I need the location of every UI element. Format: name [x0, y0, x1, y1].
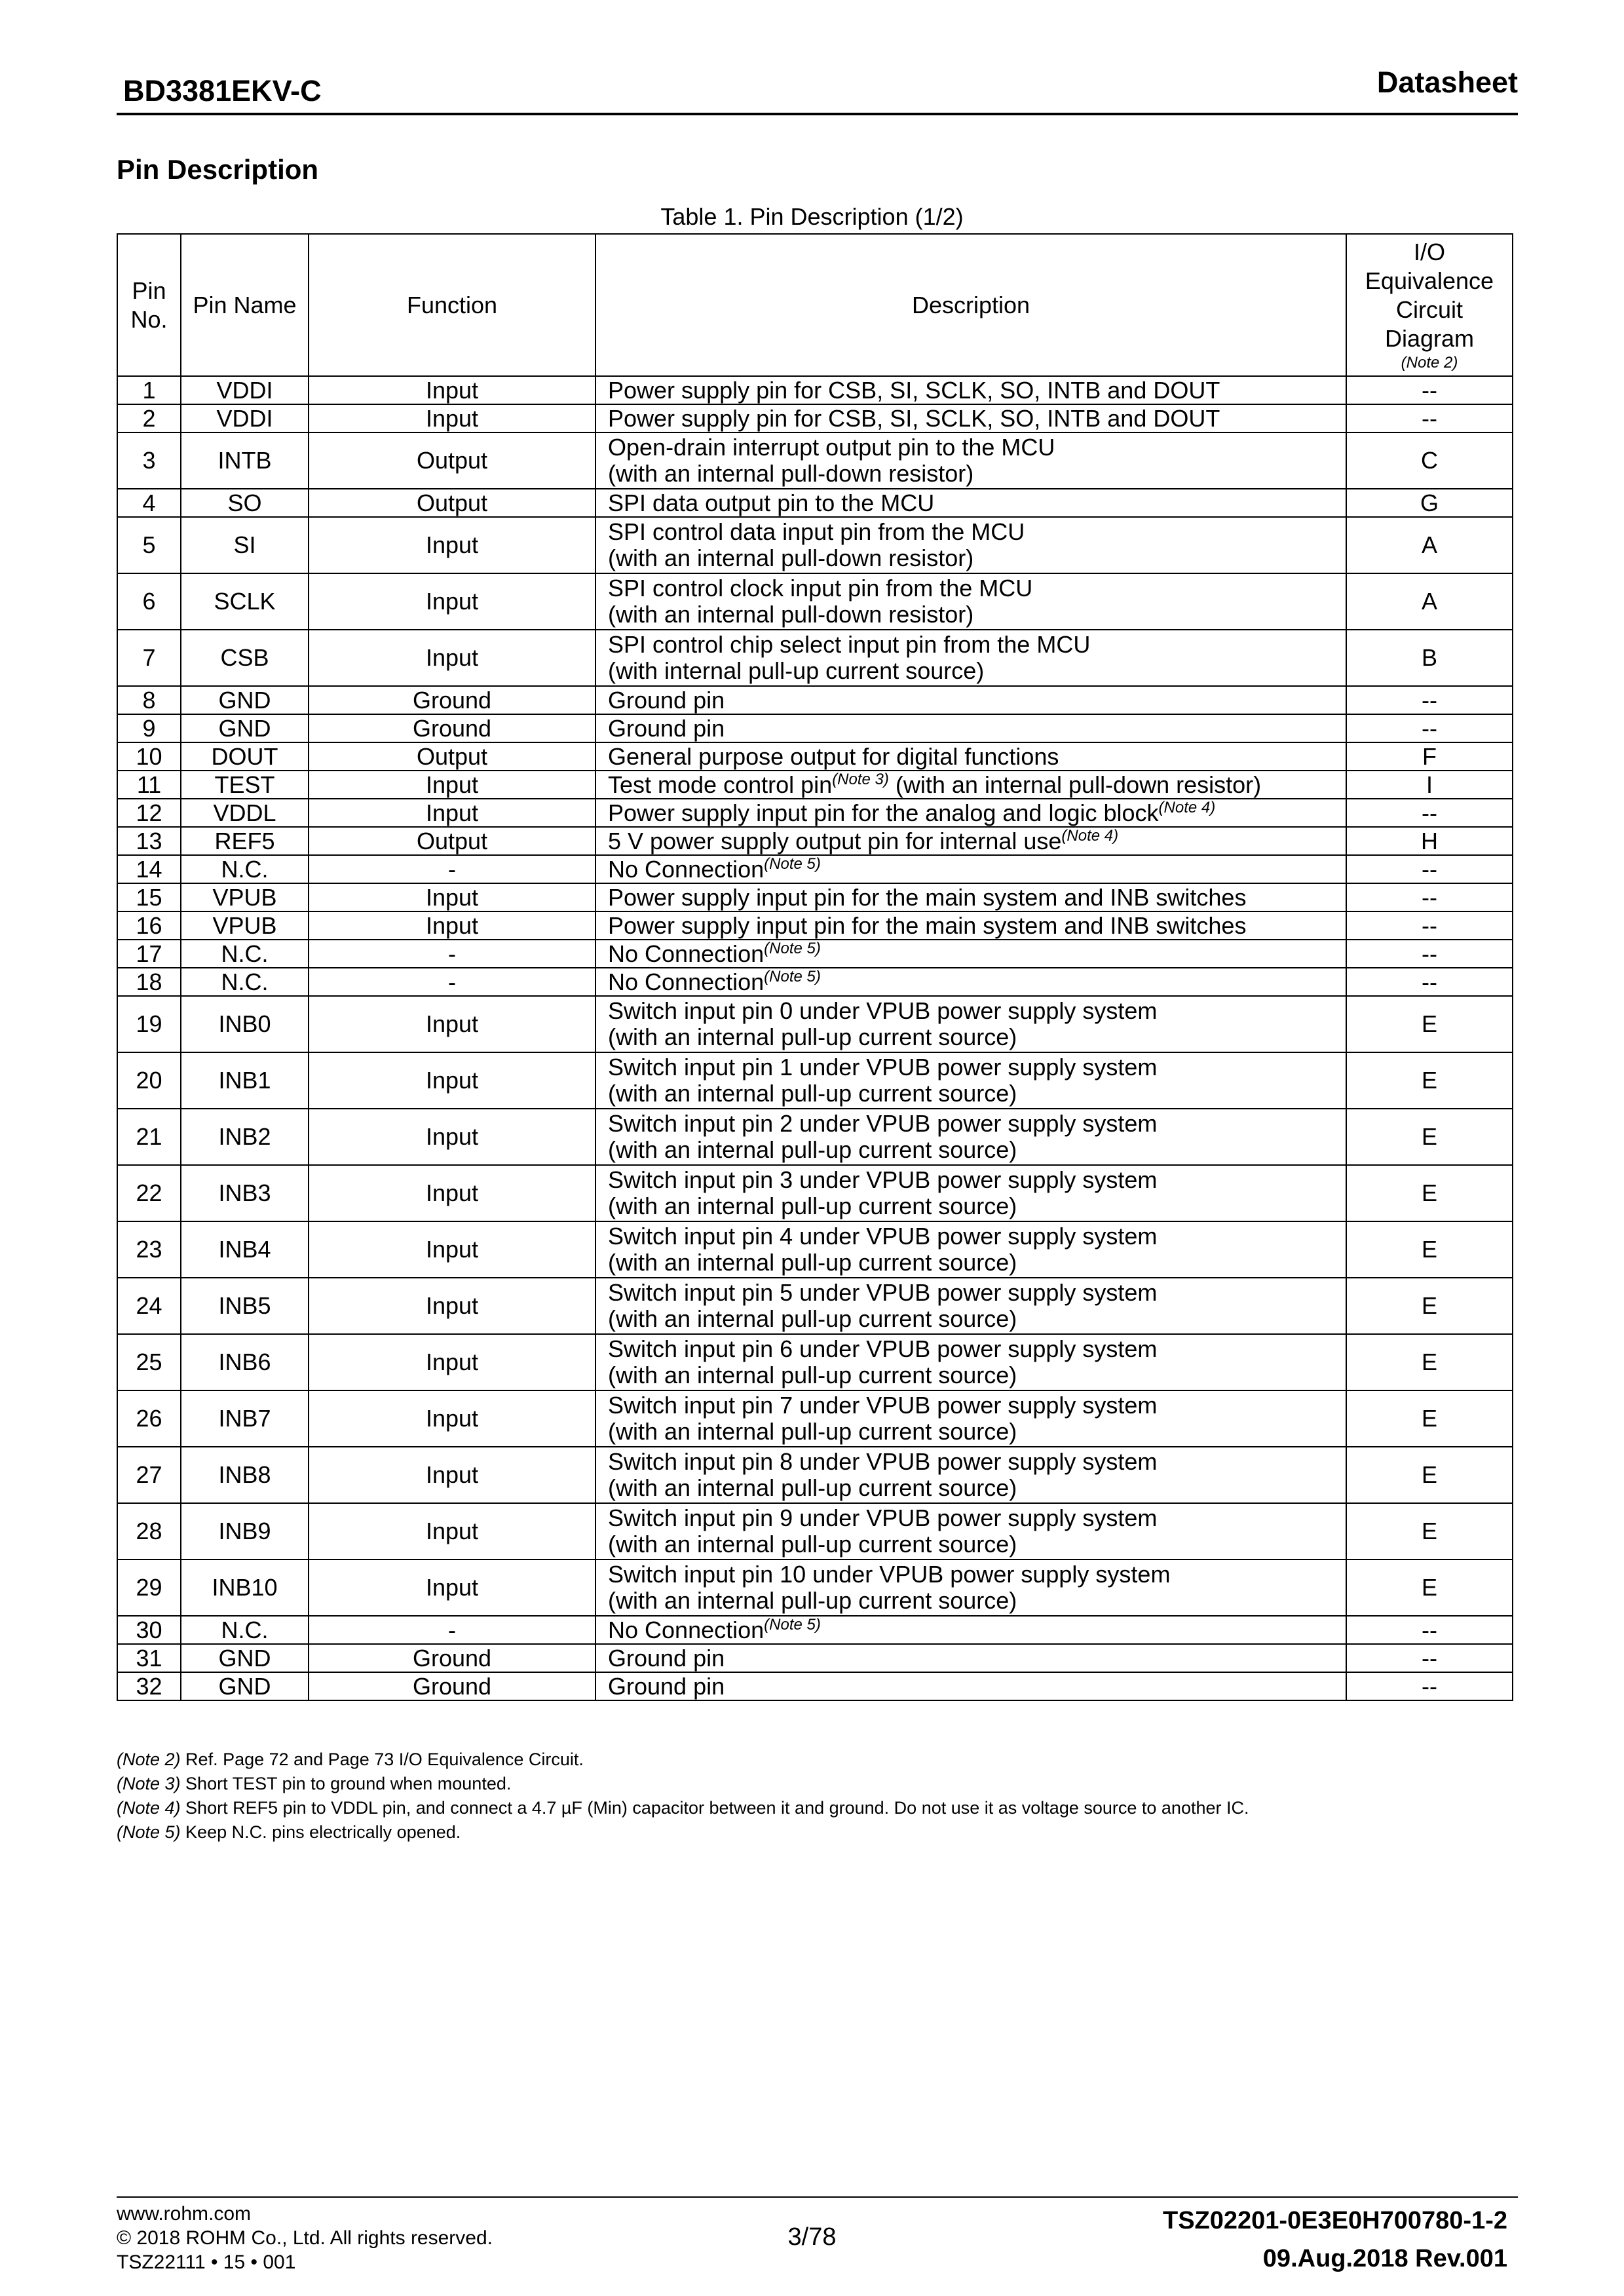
cell-pin-no: 11	[117, 771, 181, 799]
cell-pin-name: INB7	[181, 1390, 309, 1447]
cell-io-diagram: --	[1346, 940, 1513, 968]
header-function: Function	[309, 234, 595, 376]
description-line: Ground pin	[608, 1644, 725, 1672]
note-text: Keep N.C. pins electrically opened.	[180, 1822, 461, 1842]
description-line: Ground pin	[608, 686, 725, 714]
note-tag: (Note 3)	[117, 1774, 181, 1793]
description-line: No Connection	[608, 855, 765, 883]
note-line	[117, 1772, 1249, 1796]
cell-pin-name: N.C.	[181, 855, 309, 883]
description-line: Power supply input pin for the main system and INB switches	[608, 911, 1247, 939]
cell-pin-no: 10	[117, 742, 181, 771]
cell-pin-name: VPUB	[181, 911, 309, 940]
cell-io-diagram: E	[1346, 1447, 1513, 1503]
cell-pin-no: 18	[117, 968, 181, 996]
table-row	[117, 1052, 1513, 1109]
footer-form-code: TSZ22111 • 15 • 001	[117, 2251, 296, 2273]
description-line: Switch input pin 2 under VPUB power supply system	[608, 1110, 1158, 1137]
table-row	[117, 376, 1513, 404]
cell-pin-name: GND	[181, 686, 309, 714]
cell-pin-no: 24	[117, 1278, 181, 1334]
table-header-row	[117, 234, 1513, 376]
table-row	[117, 911, 1513, 940]
cell-description	[595, 1390, 1346, 1447]
cell-function: Input	[309, 771, 595, 799]
note-tag: (Note 2)	[117, 1750, 181, 1769]
cell-description	[595, 940, 1346, 968]
description-line: SPI control clock input pin from the MCU	[608, 575, 1033, 602]
description-line: (with an internal pull-up current source)	[608, 1474, 1017, 1501]
header-pin-name: Pin Name	[181, 234, 309, 376]
description-line: (with an internal pull-up current source)	[608, 1080, 1017, 1107]
table-row	[117, 827, 1513, 855]
cell-description	[595, 827, 1346, 855]
cell-io-diagram: E	[1346, 1278, 1513, 1334]
note-reference: (Note 5)	[764, 940, 821, 957]
cell-description	[595, 1503, 1346, 1559]
header-doc-type: Datasheet	[1376, 66, 1518, 99]
cell-io-diagram: E	[1346, 1390, 1513, 1447]
cell-io-diagram: --	[1346, 714, 1513, 742]
cell-function: Input	[309, 1334, 595, 1390]
cell-pin-no: 8	[117, 686, 181, 714]
cell-pin-name: INB5	[181, 1278, 309, 1334]
description-line: (with an internal pull-up current source)	[608, 1136, 1017, 1163]
description-line: (with an internal pull-up current source)	[608, 1362, 1017, 1388]
footer-date-rev: 09.Aug.2018 Rev.001	[1262, 2245, 1507, 2272]
cell-description	[595, 911, 1346, 940]
cell-description	[595, 1447, 1346, 1503]
cell-function: Ground	[309, 686, 595, 714]
description-line: Power supply pin for CSB, SI, SCLK, SO, INTB and DOUT	[608, 404, 1220, 432]
table-caption: Table 1. Pin Description (1/2)	[660, 203, 964, 230]
cell-description	[595, 968, 1346, 996]
cell-io-diagram: A	[1346, 573, 1513, 630]
cell-function: Input	[309, 1221, 595, 1278]
table-row	[117, 573, 1513, 630]
cell-function: Input	[309, 1503, 595, 1559]
cell-pin-name: TEST	[181, 771, 309, 799]
cell-pin-no: 19	[117, 996, 181, 1052]
cell-pin-name: VPUB	[181, 883, 309, 911]
cell-function: Output	[309, 827, 595, 855]
cell-pin-name: N.C.	[181, 1616, 309, 1644]
table-row	[117, 1559, 1513, 1616]
cell-description	[595, 742, 1346, 771]
description-line: General purpose output for digital functions	[608, 742, 1059, 770]
table-row	[117, 799, 1513, 827]
header-description: Description	[595, 234, 1346, 376]
note-line	[117, 1820, 1249, 1845]
header-divider	[117, 113, 1518, 115]
cell-description	[595, 573, 1346, 630]
table-row	[117, 517, 1513, 573]
cell-io-diagram: --	[1346, 686, 1513, 714]
cell-io-diagram: F	[1346, 742, 1513, 771]
notes-section	[117, 1748, 1249, 1845]
cell-description	[595, 714, 1346, 742]
cell-description	[595, 489, 1346, 517]
cell-function: Ground	[309, 714, 595, 742]
cell-function: Input	[309, 1278, 595, 1334]
cell-pin-no: 28	[117, 1503, 181, 1559]
description-line: Switch input pin 10 under VPUB power supply system	[608, 1561, 1171, 1588]
note-reference: (Note 4)	[1061, 827, 1119, 845]
table-row	[117, 1109, 1513, 1165]
cell-description	[595, 883, 1346, 911]
cell-pin-name: INB9	[181, 1503, 309, 1559]
cell-pin-no: 22	[117, 1165, 181, 1221]
cell-pin-name: INB2	[181, 1109, 309, 1165]
description-line-with-note	[608, 856, 1340, 883]
table-row	[117, 1278, 1513, 1334]
cell-function: Input	[309, 630, 595, 686]
cell-pin-no: 20	[117, 1052, 181, 1109]
cell-function: Ground	[309, 1672, 595, 1700]
cell-io-diagram: --	[1346, 968, 1513, 996]
header-io-diagram-note: (Note 2)	[1401, 353, 1458, 372]
note-text: Ref. Page 72 and Page 73 I/O Equivalence Circuit.	[180, 1750, 584, 1769]
cell-function: Input	[309, 404, 595, 432]
description-line: Switch input pin 1 under VPUB power supply system	[608, 1054, 1158, 1081]
cell-function: Input	[309, 1559, 595, 1616]
cell-description	[595, 771, 1346, 799]
cell-function: Input	[309, 1447, 595, 1503]
footer-doc-code: TSZ02201-0E3E0H700780-1-2	[1162, 2207, 1507, 2234]
description-line: Switch input pin 6 under VPUB power supply system	[608, 1335, 1158, 1362]
cell-io-diagram: --	[1346, 883, 1513, 911]
note-reference: (Note 5)	[764, 855, 821, 873]
description-line: Power supply input pin for the main system and INB switches	[608, 883, 1247, 911]
cell-io-diagram: E	[1346, 1109, 1513, 1165]
cell-io-diagram: --	[1346, 855, 1513, 883]
cell-description	[595, 1334, 1346, 1390]
cell-function: Output	[309, 432, 595, 489]
cell-pin-no: 17	[117, 940, 181, 968]
description-line: (with an internal pull-up current source)	[608, 1531, 1017, 1558]
cell-pin-name: REF5	[181, 827, 309, 855]
description-tail: (with an internal pull-down resistor)	[888, 771, 1262, 798]
note-text: Short TEST pin to ground when mounted.	[180, 1774, 512, 1793]
cell-io-diagram: --	[1346, 1672, 1513, 1700]
cell-pin-name: VDDL	[181, 799, 309, 827]
cell-io-diagram: G	[1346, 489, 1513, 517]
cell-pin-name: N.C.	[181, 940, 309, 968]
description-line: (with an internal pull-up current source)	[608, 1587, 1017, 1614]
cell-pin-no: 26	[117, 1390, 181, 1447]
cell-function: Ground	[309, 1644, 595, 1672]
cell-io-diagram: I	[1346, 771, 1513, 799]
description-line: Power supply pin for CSB, SI, SCLK, SO, INTB and DOUT	[608, 376, 1220, 404]
cell-io-diagram: --	[1346, 376, 1513, 404]
cell-pin-name: N.C.	[181, 968, 309, 996]
description-line-with-note	[608, 772, 1340, 798]
note-line	[117, 1748, 1249, 1772]
note-reference: (Note 5)	[764, 1616, 821, 1634]
cell-pin-no: 1	[117, 376, 181, 404]
table-row	[117, 489, 1513, 517]
table-row	[117, 686, 1513, 714]
cell-function: Input	[309, 996, 595, 1052]
cell-pin-name: INB0	[181, 996, 309, 1052]
description-line: (with an internal pull-up current source)	[608, 1193, 1017, 1219]
cell-pin-no: 9	[117, 714, 181, 742]
description-line: (with internal pull-up current source)	[608, 657, 985, 684]
cell-function: Input	[309, 1165, 595, 1221]
cell-io-diagram: B	[1346, 630, 1513, 686]
description-line: Open-drain interrupt output pin to the MCU	[608, 434, 1055, 461]
cell-io-diagram: E	[1346, 996, 1513, 1052]
cell-function: Input	[309, 573, 595, 630]
cell-function: Input	[309, 799, 595, 827]
cell-function: Input	[309, 1052, 595, 1109]
description-line-with-note	[608, 800, 1340, 826]
cell-function: Output	[309, 489, 595, 517]
table-row	[117, 996, 1513, 1052]
cell-pin-no: 15	[117, 883, 181, 911]
cell-pin-name: INB6	[181, 1334, 309, 1390]
description-line: No Connection	[608, 1616, 765, 1643]
cell-pin-no: 29	[117, 1559, 181, 1616]
description-line: Power supply input pin for the analog and logic block	[608, 799, 1159, 826]
cell-description	[595, 855, 1346, 883]
cell-pin-no: 16	[117, 911, 181, 940]
cell-function: -	[309, 968, 595, 996]
table-row	[117, 404, 1513, 432]
footer-divider	[117, 2196, 1518, 2198]
cell-pin-no: 14	[117, 855, 181, 883]
table-row	[117, 1644, 1513, 1672]
table-row	[117, 1447, 1513, 1503]
cell-io-diagram: --	[1346, 1616, 1513, 1644]
cell-io-diagram: E	[1346, 1559, 1513, 1616]
cell-function: -	[309, 855, 595, 883]
cell-function: -	[309, 1616, 595, 1644]
footer-website: www.rohm.com	[117, 2203, 252, 2225]
table-row	[117, 1334, 1513, 1390]
description-line: Switch input pin 5 under VPUB power supply system	[608, 1279, 1158, 1306]
description-line: SPI data output pin to the MCU	[608, 489, 935, 516]
description-line: Switch input pin 8 under VPUB power supply system	[608, 1448, 1158, 1475]
header-io-diagram-label: I/O Equivalence Circuit Diagram	[1365, 238, 1494, 352]
cell-pin-name: CSB	[181, 630, 309, 686]
cell-io-diagram: --	[1346, 1644, 1513, 1672]
cell-pin-name: INB8	[181, 1447, 309, 1503]
table-row	[117, 714, 1513, 742]
cell-io-diagram: --	[1346, 404, 1513, 432]
table-row	[117, 940, 1513, 968]
description-line: Ground pin	[608, 714, 725, 742]
description-line: Switch input pin 9 under VPUB power supply system	[608, 1504, 1158, 1531]
cell-function: Input	[309, 883, 595, 911]
cell-description	[595, 432, 1346, 489]
table-row	[117, 771, 1513, 799]
table-row	[117, 1672, 1513, 1700]
table-row	[117, 1221, 1513, 1278]
table-row	[117, 432, 1513, 489]
table-row	[117, 883, 1513, 911]
table-row	[117, 855, 1513, 883]
cell-description	[595, 799, 1346, 827]
description-line: Switch input pin 7 under VPUB power supply system	[608, 1392, 1158, 1419]
cell-io-diagram: E	[1346, 1334, 1513, 1390]
cell-io-diagram: A	[1346, 517, 1513, 573]
cell-function: Input	[309, 911, 595, 940]
cell-pin-no: 2	[117, 404, 181, 432]
description-line: No Connection	[608, 940, 765, 967]
table-row	[117, 1503, 1513, 1559]
cell-description	[595, 1278, 1346, 1334]
cell-pin-no: 30	[117, 1616, 181, 1644]
note-line	[117, 1796, 1249, 1820]
cell-pin-name: SI	[181, 517, 309, 573]
cell-pin-name: INB3	[181, 1165, 309, 1221]
cell-pin-no: 21	[117, 1109, 181, 1165]
cell-pin-name: SCLK	[181, 573, 309, 630]
cell-function: Input	[309, 1390, 595, 1447]
cell-description	[595, 1221, 1346, 1278]
description-line: No Connection	[608, 968, 765, 995]
cell-description	[595, 630, 1346, 686]
cell-description	[595, 1616, 1346, 1644]
description-line-with-note	[608, 828, 1340, 854]
description-line-with-note	[608, 1617, 1340, 1643]
table-row	[117, 1616, 1513, 1644]
cell-pin-name: SO	[181, 489, 309, 517]
pin-description-table	[117, 233, 1513, 1701]
note-reference: (Note 4)	[1158, 799, 1216, 816]
table-row	[117, 968, 1513, 996]
cell-description	[595, 376, 1346, 404]
cell-pin-no: 13	[117, 827, 181, 855]
cell-io-diagram: --	[1346, 799, 1513, 827]
cell-pin-no: 12	[117, 799, 181, 827]
note-reference: (Note 3)	[832, 771, 889, 788]
cell-description	[595, 1644, 1346, 1672]
cell-pin-name: INB10	[181, 1559, 309, 1616]
cell-description	[595, 1559, 1346, 1616]
cell-pin-no: 25	[117, 1334, 181, 1390]
header-part-number: BD3381EKV-C	[123, 74, 322, 107]
table-row	[117, 1165, 1513, 1221]
description-line: 5 V power supply output pin for internal use	[608, 827, 1062, 854]
cell-io-diagram: --	[1346, 911, 1513, 940]
description-line: (with an internal pull-down resistor)	[608, 460, 974, 487]
cell-io-diagram: C	[1346, 432, 1513, 489]
cell-pin-name: GND	[181, 1672, 309, 1700]
section-title: Pin Description	[117, 154, 319, 185]
description-line: (with an internal pull-down resistor)	[608, 601, 974, 628]
cell-pin-no: 27	[117, 1447, 181, 1503]
cell-description	[595, 1052, 1346, 1109]
cell-pin-no: 4	[117, 489, 181, 517]
cell-pin-no: 32	[117, 1672, 181, 1700]
description-line: Switch input pin 3 under VPUB power supply system	[608, 1166, 1158, 1193]
pin-table-body	[117, 376, 1513, 1700]
note-text: Short REF5 pin to VDDL pin, and connect a 4.7 µF (Min) capacitor between it and ground. Do not use it as voltage source to another IC.	[180, 1798, 1249, 1818]
description-line: SPI control data input pin from the MCU	[608, 518, 1025, 545]
cell-pin-name: GND	[181, 1644, 309, 1672]
cell-pin-no: 3	[117, 432, 181, 489]
footer-right	[1163, 2202, 1507, 2278]
cell-io-diagram: H	[1346, 827, 1513, 855]
cell-description	[595, 686, 1346, 714]
table-row	[117, 742, 1513, 771]
footer-page-number: 3/78	[787, 2223, 837, 2251]
cell-pin-name: VDDI	[181, 404, 309, 432]
cell-pin-no: 7	[117, 630, 181, 686]
cell-description	[595, 1109, 1346, 1165]
cell-pin-no: 23	[117, 1221, 181, 1278]
cell-pin-no: 31	[117, 1644, 181, 1672]
description-line: (with an internal pull-up current source)	[608, 1305, 1017, 1332]
footer-copyright: © 2018 ROHM Co., Ltd. All rights reserved.	[117, 2227, 493, 2249]
cell-pin-name: VDDI	[181, 376, 309, 404]
table-row	[117, 1390, 1513, 1447]
cell-function: Output	[309, 742, 595, 771]
cell-function: -	[309, 940, 595, 968]
cell-function: Input	[309, 376, 595, 404]
description-line: (with an internal pull-up current source)	[608, 1249, 1017, 1276]
description-line: Ground pin	[608, 1672, 725, 1700]
cell-function: Input	[309, 517, 595, 573]
cell-io-diagram: E	[1346, 1165, 1513, 1221]
cell-description	[595, 517, 1346, 573]
cell-pin-no: 6	[117, 573, 181, 630]
cell-function: Input	[309, 1109, 595, 1165]
cell-description	[595, 996, 1346, 1052]
description-line: SPI control chip select input pin from the MCU	[608, 631, 1091, 658]
cell-pin-name: GND	[181, 714, 309, 742]
cell-pin-name: INTB	[181, 432, 309, 489]
cell-pin-name: INB1	[181, 1052, 309, 1109]
description-line: Switch input pin 4 under VPUB power supply system	[608, 1223, 1158, 1250]
cell-pin-no: 5	[117, 517, 181, 573]
cell-pin-name: INB4	[181, 1221, 309, 1278]
note-tag: (Note 5)	[117, 1822, 181, 1842]
description-line: (with an internal pull-up current source)	[608, 1418, 1017, 1445]
table-row	[117, 630, 1513, 686]
cell-description	[595, 1672, 1346, 1700]
description-line-with-note	[608, 969, 1340, 995]
cell-io-diagram: E	[1346, 1221, 1513, 1278]
description-line: Switch input pin 0 under VPUB power supply system	[608, 997, 1158, 1024]
cell-io-diagram: E	[1346, 1503, 1513, 1559]
cell-io-diagram: E	[1346, 1052, 1513, 1109]
header-io-diagram	[1346, 234, 1513, 376]
header-pin-no: Pin No.	[117, 234, 181, 376]
description-line: Test mode control pin	[608, 771, 833, 798]
cell-description	[595, 1165, 1346, 1221]
description-line-with-note	[608, 941, 1340, 967]
cell-pin-name: DOUT	[181, 742, 309, 771]
note-reference: (Note 5)	[764, 968, 821, 985]
note-tag: (Note 4)	[117, 1798, 181, 1818]
description-line: (with an internal pull-down resistor)	[608, 545, 974, 571]
cell-description	[595, 404, 1346, 432]
description-line: (with an internal pull-up current source)	[608, 1024, 1017, 1050]
